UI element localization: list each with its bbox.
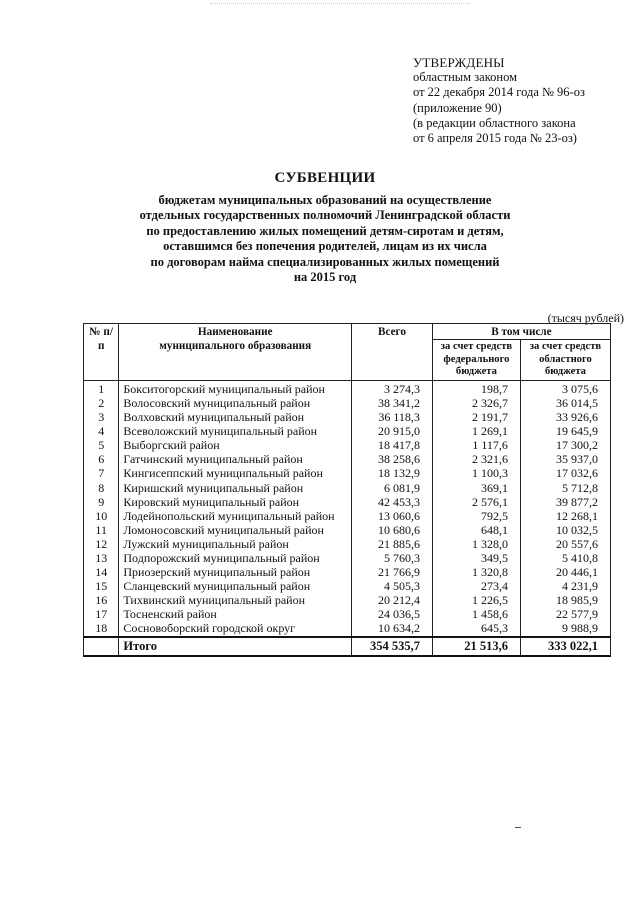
row-regional: 39 877,2 xyxy=(520,495,610,509)
row-num: 13 xyxy=(84,551,119,565)
table-row xyxy=(84,452,611,466)
row-total: 42 453,3 xyxy=(352,495,433,509)
row-federal: 2 191,7 xyxy=(432,410,520,424)
row-num: 11 xyxy=(84,523,119,537)
row-federal: 1 269,1 xyxy=(432,424,520,438)
table-row xyxy=(84,424,611,438)
units-note: (тысяч рублей) xyxy=(547,311,624,325)
row-num: 9 xyxy=(84,495,119,509)
row-federal: 1 117,6 xyxy=(432,438,520,452)
row-name: Киришский муниципальный район xyxy=(119,481,352,495)
row-num: 4 xyxy=(84,424,119,438)
table-row xyxy=(84,380,611,396)
row-name: Выборгский район xyxy=(119,438,352,452)
document-title xyxy=(60,170,590,285)
row-regional: 10 032,5 xyxy=(520,523,610,537)
row-total: 18 417,8 xyxy=(352,438,433,452)
approval-stamp xyxy=(413,55,623,146)
row-regional: 17 300,2 xyxy=(520,438,610,452)
row-total: 24 036,5 xyxy=(352,607,433,621)
table-row xyxy=(84,438,611,452)
row-num: 18 xyxy=(84,621,119,636)
row-num: 7 xyxy=(84,466,119,480)
header-total: Всего xyxy=(352,324,433,381)
row-name: Гатчинский муниципальный район xyxy=(119,452,352,466)
table-row xyxy=(84,396,611,410)
approval-line: областным законом xyxy=(413,70,518,85)
row-num: 6 xyxy=(84,452,119,466)
row-total: 38 258,6 xyxy=(352,452,433,466)
row-federal: 1 226,5 xyxy=(432,593,520,607)
total-row-total: 354 535,7 xyxy=(352,637,433,656)
table-body xyxy=(84,380,611,636)
row-federal: 1 328,0 xyxy=(432,537,520,551)
header-regional: за счет средств областного бюджета xyxy=(520,340,610,381)
row-total: 10 634,2 xyxy=(352,621,433,636)
approval-line: от 22 декабря 2014 года № 96-оз xyxy=(413,85,585,100)
header-federal: за счет средств федерального бюджета xyxy=(432,340,520,381)
title-main: СУБВЕНЦИИ xyxy=(274,170,376,186)
row-name: Тихвинский муниципальный район xyxy=(119,593,352,607)
row-name: Всеволожский муниципальный район xyxy=(119,424,352,438)
header-including: В том числе xyxy=(432,324,610,340)
row-num: 17 xyxy=(84,607,119,621)
table-row xyxy=(84,593,611,607)
title-line: на 2015 год xyxy=(293,270,357,285)
row-total: 4 505,3 xyxy=(352,579,433,593)
header-name xyxy=(119,324,352,381)
row-regional: 35 937,0 xyxy=(520,452,610,466)
table-row xyxy=(84,551,611,565)
total-row-label: Итого xyxy=(119,637,352,656)
total-row-regional: 333 022,1 xyxy=(520,637,610,656)
title-line: бюджетам муниципальных образований на осуществление xyxy=(158,193,492,207)
row-num: 14 xyxy=(84,565,119,579)
title-line: отдельных государственных полномочий Ленинградской области xyxy=(139,208,511,223)
row-regional: 3 075,6 xyxy=(520,380,610,396)
table-row xyxy=(84,495,611,509)
row-regional: 17 032,6 xyxy=(520,466,610,480)
row-total: 21 766,9 xyxy=(352,565,433,579)
row-total: 13 060,6 xyxy=(352,509,433,523)
table-row xyxy=(84,466,611,480)
row-federal: 2 321,6 xyxy=(432,452,520,466)
table-row xyxy=(84,579,611,593)
row-federal: 349,5 xyxy=(432,551,520,565)
scan-artifact xyxy=(515,827,521,828)
approval-heading: УТВЕРЖДЕНЫ xyxy=(413,55,505,70)
row-regional: 4 231,9 xyxy=(520,579,610,593)
row-num: 10 xyxy=(84,509,119,523)
row-name: Сланцевский муниципальный район xyxy=(119,579,352,593)
scan-artifact xyxy=(210,3,470,5)
row-name: Кировский муниципальный район xyxy=(119,495,352,509)
row-name: Волховский муниципальный район xyxy=(119,410,352,424)
title-line: оставшимся без попечения родителей, лицам из их числа xyxy=(163,239,487,254)
row-name: Кингисеппский муниципальный район xyxy=(119,466,352,480)
row-num: 8 xyxy=(84,481,119,495)
row-total: 21 885,6 xyxy=(352,537,433,551)
row-federal: 1 100,3 xyxy=(432,466,520,480)
row-num: 3 xyxy=(84,410,119,424)
row-total: 3 274,3 xyxy=(352,380,433,396)
row-name: Приозерский муниципальный район xyxy=(119,565,352,579)
table-row xyxy=(84,481,611,495)
row-name: Лодейнопольский муниципальный район xyxy=(119,509,352,523)
row-name: Ломоносовский муниципальный район xyxy=(119,523,352,537)
row-total: 36 118,3 xyxy=(352,410,433,424)
row-regional: 18 985,9 xyxy=(520,593,610,607)
row-name: Подпорожский муниципальный район xyxy=(119,551,352,565)
approval-line: (в редакции областного закона xyxy=(413,115,576,130)
row-regional: 20 446,1 xyxy=(520,565,610,579)
subsidies-table xyxy=(83,323,611,657)
row-num: 12 xyxy=(84,537,119,551)
header-num: № п/п xyxy=(84,324,119,381)
row-regional: 5 712,8 xyxy=(520,481,610,495)
row-regional: 12 268,1 xyxy=(520,509,610,523)
row-num: 15 xyxy=(84,579,119,593)
row-regional: 9 988,9 xyxy=(520,621,610,636)
row-total: 20 915,0 xyxy=(352,424,433,438)
row-num: 5 xyxy=(84,438,119,452)
row-total: 38 341,2 xyxy=(352,396,433,410)
row-federal: 792,5 xyxy=(432,509,520,523)
row-federal: 648,1 xyxy=(432,523,520,537)
total-row-num xyxy=(84,637,119,656)
table-row xyxy=(84,509,611,523)
table-row xyxy=(84,565,611,579)
header-name-line1: Наименование xyxy=(197,326,273,338)
row-federal: 273,4 xyxy=(432,579,520,593)
row-federal: 198,7 xyxy=(432,380,520,396)
table-row xyxy=(84,523,611,537)
row-num: 2 xyxy=(84,396,119,410)
row-regional: 20 557,6 xyxy=(520,537,610,551)
title-line: по договорам найма специализированных жилых помещений xyxy=(150,254,500,269)
row-federal: 2 576,1 xyxy=(432,495,520,509)
row-name: Бокситогорский муниципальный район xyxy=(119,380,352,396)
row-federal: 645,3 xyxy=(432,621,520,636)
approval-line: (приложение 90) xyxy=(413,100,502,115)
title-line: по предоставлению жилых помещений детям-сиротам и детям, xyxy=(146,223,504,238)
table-row xyxy=(84,410,611,424)
row-num: 16 xyxy=(84,593,119,607)
row-regional: 22 577,9 xyxy=(520,607,610,621)
row-total: 18 132,9 xyxy=(352,466,433,480)
row-name: Волосовский муниципальный район xyxy=(119,396,352,410)
row-total: 6 081,9 xyxy=(352,481,433,495)
total-row-federal: 21 513,6 xyxy=(432,637,520,656)
row-name: Лужский муниципальный район xyxy=(119,537,352,551)
row-federal: 1 458,6 xyxy=(432,607,520,621)
row-regional: 19 645,9 xyxy=(520,424,610,438)
approval-line: от 6 апреля 2015 года № 23-оз) xyxy=(413,131,577,146)
row-federal: 369,1 xyxy=(432,481,520,495)
table-row xyxy=(84,607,611,621)
row-regional: 36 014,5 xyxy=(520,396,610,410)
row-name: Сосновоборский городской округ xyxy=(119,621,352,636)
total-row xyxy=(84,637,611,656)
row-regional: 33 926,6 xyxy=(520,410,610,424)
row-federal: 2 326,7 xyxy=(432,396,520,410)
row-total: 10 680,6 xyxy=(352,523,433,537)
row-total: 5 760,3 xyxy=(352,551,433,565)
row-total: 20 212,4 xyxy=(352,593,433,607)
table-row xyxy=(84,621,611,636)
table-row xyxy=(84,537,611,551)
row-federal: 1 320,8 xyxy=(432,565,520,579)
row-num: 1 xyxy=(84,380,119,396)
header-name-line2: муниципального образования xyxy=(159,340,312,353)
table-header-row xyxy=(84,324,611,340)
row-name: Тосненский район xyxy=(119,607,352,621)
row-regional: 5 410,8 xyxy=(520,551,610,565)
